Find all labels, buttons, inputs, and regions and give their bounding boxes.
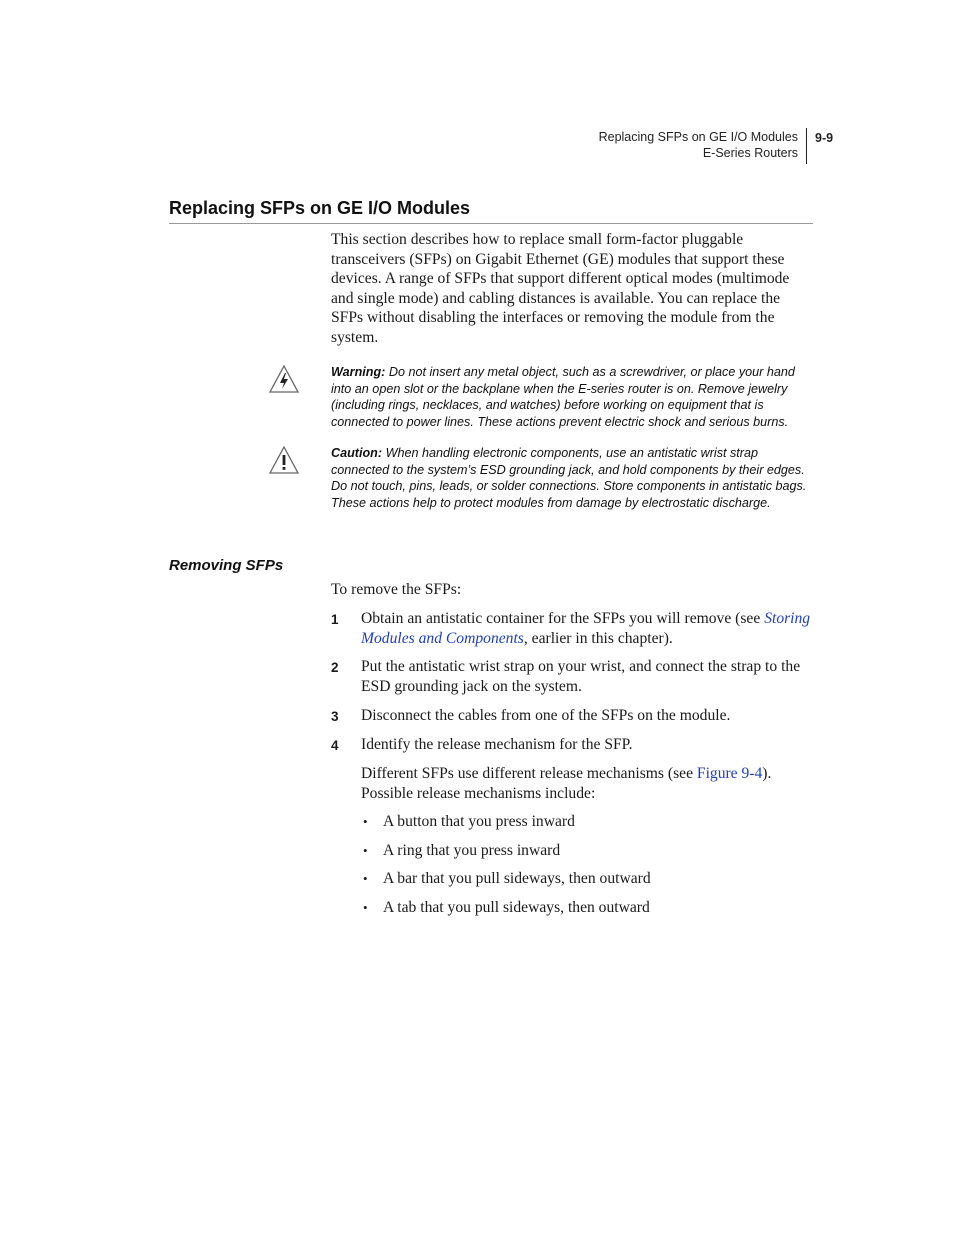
- lead-in-text: To remove the SFPs:: [331, 581, 462, 598]
- step-number: 2: [331, 660, 339, 675]
- list-item-text: A ring that you press inward: [383, 842, 561, 859]
- caution-note: [331, 445, 815, 511]
- section-title-rule: [169, 223, 813, 224]
- storing-modules-link[interactable]: Storing Modules and Components: [361, 610, 811, 647]
- list-item-text: A bar that you pull sideways, then outward: [383, 870, 651, 887]
- warning-note: [331, 364, 815, 430]
- caution-text: When handling electronic components, use an antistatic wrist strap connected to the system’s ESD grounding jack, and hold components by their edges. Do not touch, pins, leads, or solder connections. Store components in antistatic bags. These actions help to protect modules from damage by electrostatic discharge.: [331, 446, 807, 510]
- caution-label: Caution:: [331, 446, 383, 460]
- step-number: 3: [331, 709, 339, 724]
- warning-label: Warning:: [331, 365, 386, 379]
- header-product-name: E-Series Routers: [702, 145, 798, 160]
- step-4-detail: Different SFPs use different release mechanisms (see Figure 9-4). Possible release mechanisms include:: [361, 765, 772, 802]
- step-text: Disconnect the cables from one of the SFPs on the module.: [361, 707, 731, 724]
- step-number: 4: [331, 738, 339, 753]
- list-item-text: A button that you press inward: [383, 813, 575, 830]
- step-text: Identify the release mechanism for the SFP.: [361, 736, 633, 753]
- intro-paragraph: This section describes how to replace small form-factor pluggable transceivers (SFPs) on Gigabit Ethernet (GE) modules that support these devices. A range of SFPs that support different optical modes (multimode and single mode) and cabling distances is available. You can replace the SFPs without disabling the interfaces or removing the module from the system.: [331, 231, 790, 346]
- section-title: Replacing SFPs on GE I/O Modules: [169, 198, 471, 218]
- step-number: 1: [331, 612, 339, 627]
- warning-text: Do not insert any metal object, such as a screwdriver, or place your hand into an open slot or the backplane when the E-series router is on. Remove jewelry (including rings, necklaces, and watches) before working on equipment that is connected to power lines. These actions prevent electric shock and serious burns.: [331, 365, 795, 429]
- bullet-icon: •: [363, 843, 368, 858]
- figure-9-4-link[interactable]: Figure 9-4: [696, 765, 763, 782]
- electric-warning-icon: [268, 364, 300, 394]
- header-section-title: Replacing SFPs on GE I/O Modules: [598, 130, 798, 144]
- list-item-text: A tab that you pull sideways, then outward: [383, 899, 650, 916]
- bullet-icon: •: [363, 871, 368, 886]
- page-number: 9-9: [815, 131, 834, 145]
- running-header: [599, 130, 806, 161]
- bullet-icon: •: [363, 814, 368, 829]
- bullet-icon: •: [363, 900, 368, 915]
- caution-icon: [268, 445, 300, 475]
- step-text: Put the antistatic wrist strap on your wrist, and connect the strap to the ESD grounding jack on the system.: [361, 658, 801, 695]
- subsection-title: Removing SFPs: [169, 557, 284, 574]
- header-divider: [806, 128, 807, 164]
- step-text: Obtain an antistatic container for the SFPs you will remove (see Storing Modules and Components, earlier in this chapter).: [361, 610, 811, 647]
